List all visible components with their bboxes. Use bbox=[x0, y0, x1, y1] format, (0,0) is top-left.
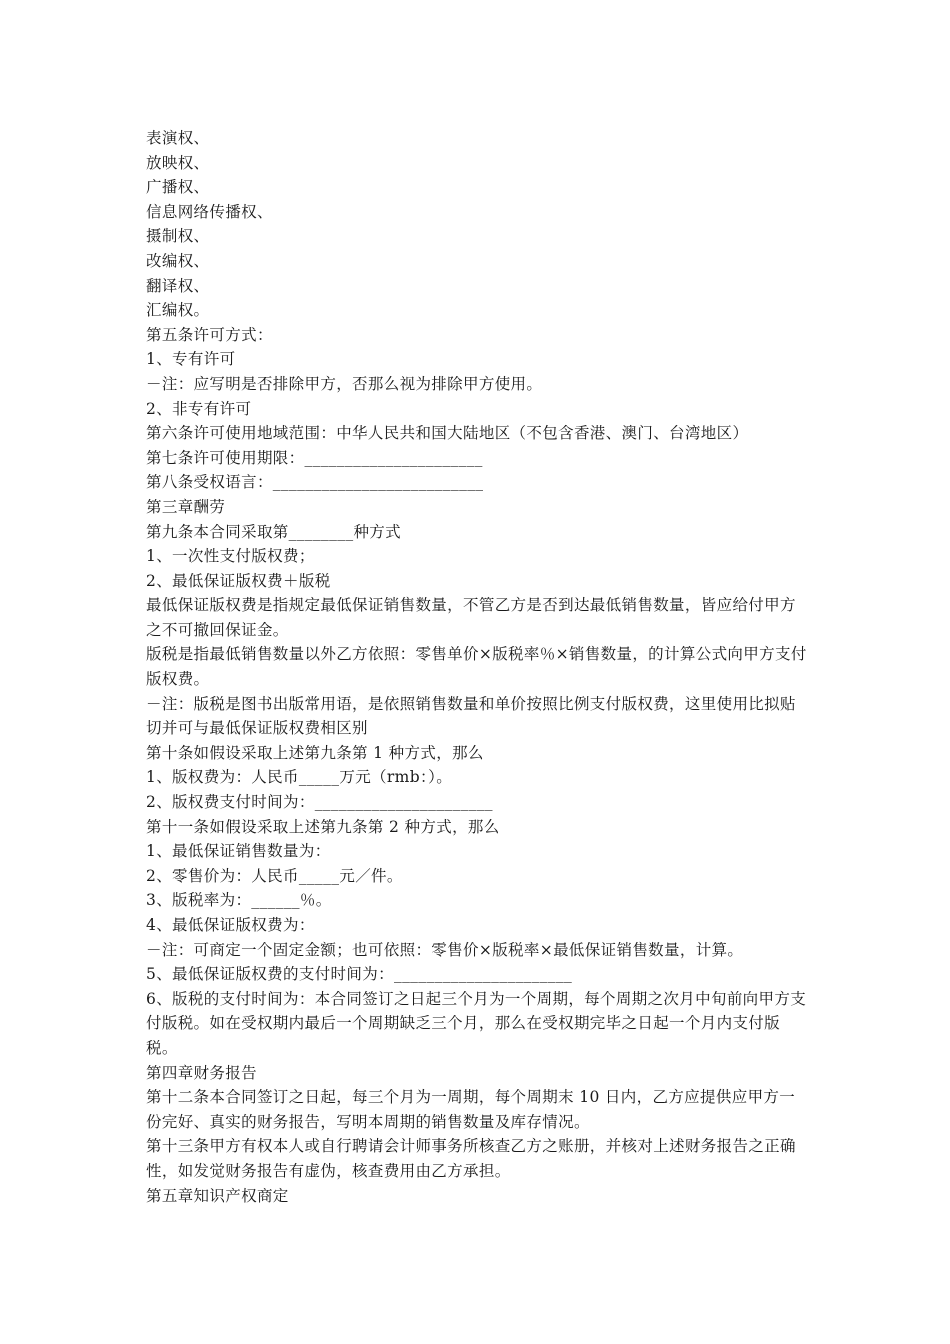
text-line: 摄制权、 bbox=[146, 227, 210, 246]
text-line: 2、版权费支付时间为：______________________ bbox=[146, 793, 493, 812]
text-line: 2、最低保证版权费＋版税 bbox=[146, 571, 331, 590]
text-line: 4、最低保证版权费为： bbox=[146, 916, 315, 934]
text-line: 汇编权。 bbox=[146, 301, 210, 320]
article-heading: 第七条许可使用期限：______________________ bbox=[146, 448, 483, 467]
paragraph: 第十二条本合同签订之日起，每三个月为一周期，每个周期末 10 日内，乙方应提供应甲方一份完好、真实的财务报告，写明本周期的销售数量及库存情况。 bbox=[146, 1088, 796, 1131]
document-body bbox=[146, 126, 810, 1208]
chapter-heading: 第三章酬劳 bbox=[146, 497, 226, 516]
note-line: －注：版税是图书出版常用语，是依照销售数量和单价按照比例支付版权费，这里使用比拟贴切并可与最低保证版权费相区别 bbox=[146, 694, 796, 738]
text-line: 5、最低保证版权费的支付时间为：______________________ bbox=[146, 965, 573, 984]
paragraph: 版税是指最低销售数量以外乙方依照：零售单价×版税率％×销售数量，的计算公式向甲方支付版权费。 bbox=[146, 645, 807, 689]
text-line: 放映权、 bbox=[146, 153, 210, 172]
article-heading: 第九条本合同采取第________种方式 bbox=[146, 522, 402, 541]
text-line: 1、最低保证销售数量为： bbox=[146, 842, 331, 861]
text-line: 1、版权费为：人民币_____万元（rmb：）。 bbox=[146, 768, 453, 787]
text-line: 改编权、 bbox=[146, 251, 210, 270]
chapter-heading: 第四章财务报告 bbox=[146, 1063, 257, 1082]
text-line: 翻译权、 bbox=[146, 276, 210, 295]
text-line: 3、版税率为：______％。 bbox=[146, 891, 332, 910]
text-line: 2、零售价为：人民币_____元／件。 bbox=[146, 866, 403, 885]
note-line: －注：应写明是否排除甲方，否那么视为排除甲方使用。 bbox=[146, 374, 543, 393]
article-heading: 第十一条如假设采取上述第九条第 2 种方式，那么 bbox=[146, 817, 500, 836]
paragraph: 最低保证版权费是指规定最低保证销售数量，不管乙方是否到达最低销售数量，皆应给付甲方之不可撤回保证金。 bbox=[146, 596, 796, 639]
text-line: 广播权、 bbox=[146, 178, 210, 197]
paragraph: 第十三条甲方有权本人或自行聘请会计师事务所核查乙方之账册，并核对上述财务报告之正确性，如发觉财务报告有虚伪，核查费用由乙方承担。 bbox=[146, 1137, 796, 1180]
text-line: 表演权、 bbox=[146, 129, 210, 147]
text-line: 1、专有许可 bbox=[146, 350, 236, 369]
article-heading: 第十条如假设采取上述第九条第 1 种方式，那么 bbox=[146, 743, 484, 762]
article-heading: 第六条许可使用地域范围：中华人民共和国大陆地区（不包含香港、澳门、台湾地区） bbox=[146, 424, 749, 443]
paragraph: 6、版税的支付时间为：本合同签订之日起三个月为一个周期，每个周期之次月中旬前向甲方支付版税。如在受权期内最后一个周期缺乏三个月，那么在受权期完毕之日起一个月内支付版税。 bbox=[146, 989, 807, 1057]
article-heading: 第八条受权语言：__________________________ bbox=[146, 473, 484, 492]
article-heading: 第五条许可方式： bbox=[146, 325, 273, 344]
text-line: 2、非专有许可 bbox=[146, 399, 252, 418]
text-line: 信息网络传播权、 bbox=[146, 202, 273, 221]
note-line: －注：可商定一个固定金额；也可依照：零售价×版税率×最低保证销售数量，计算。 bbox=[146, 940, 744, 959]
chapter-heading: 第五章知识产权商定 bbox=[146, 1186, 289, 1205]
text-line: 1、一次性支付版权费； bbox=[146, 547, 315, 566]
